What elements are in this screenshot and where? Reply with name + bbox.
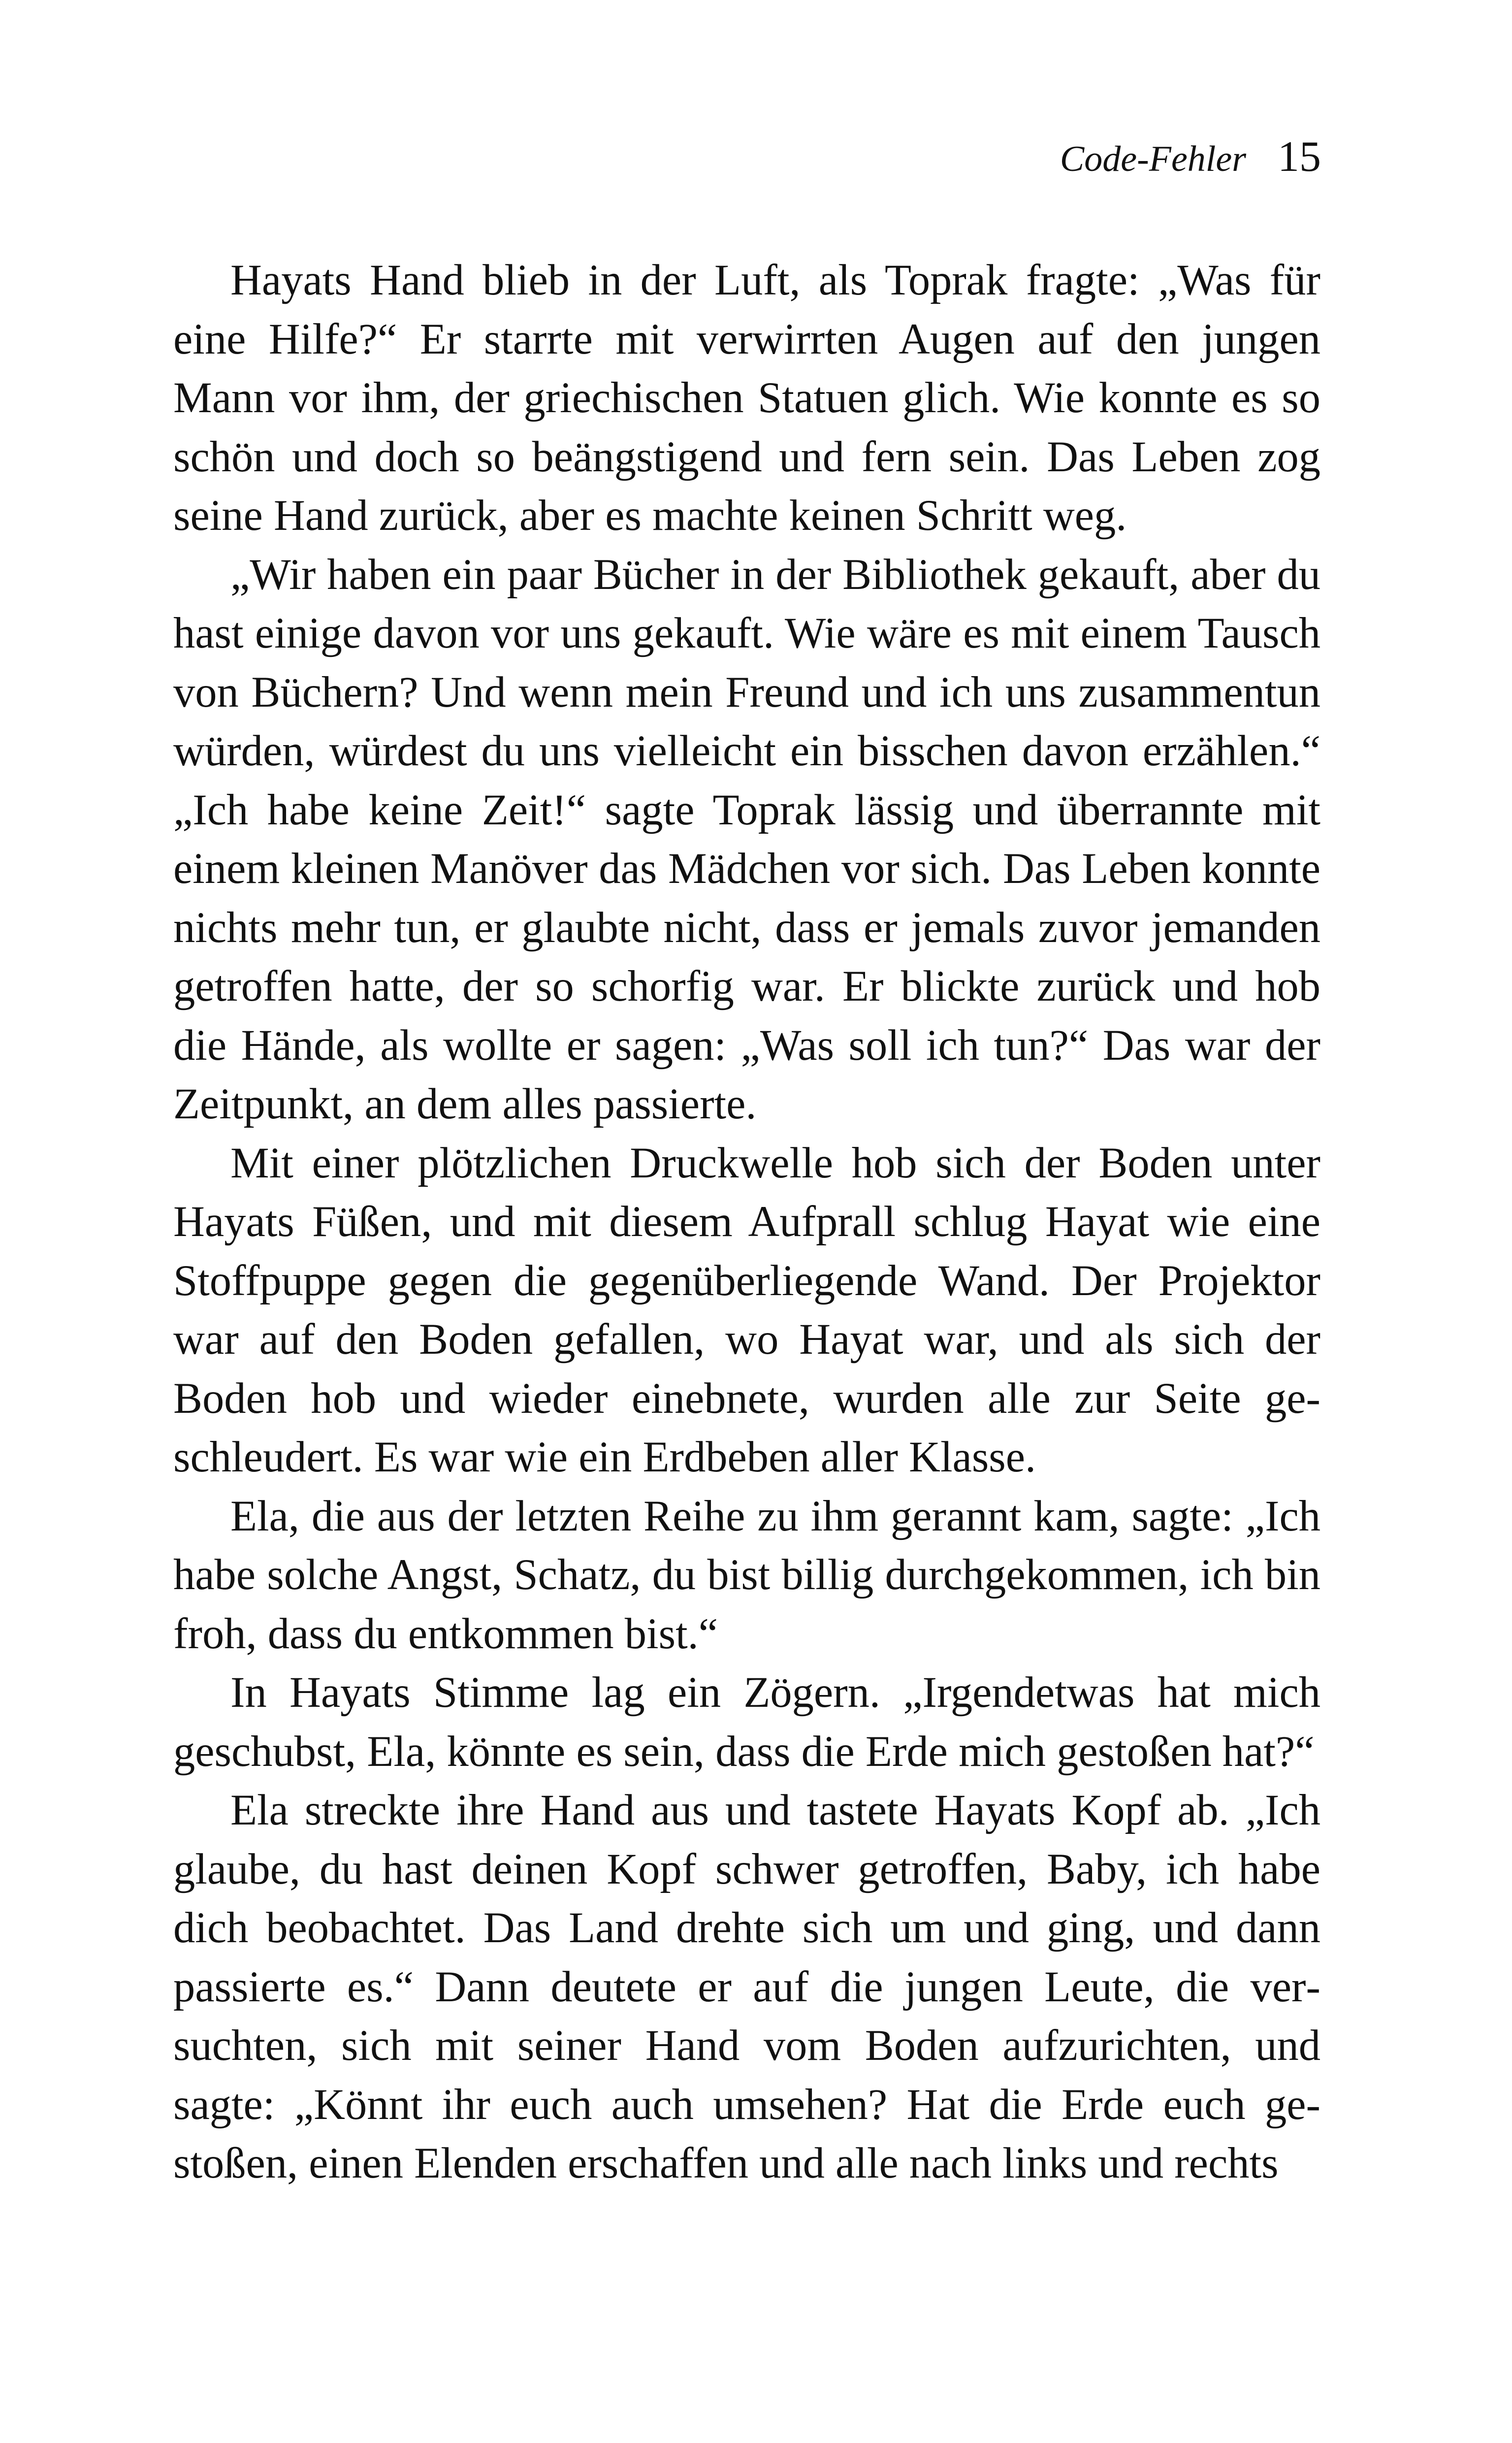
running-title: Code-Fehler: [1060, 139, 1246, 179]
page-number: 15: [1278, 133, 1321, 181]
paragraph: Mit einer plötzlichen Druckwelle hob sich der Boden unter Hayats Füßen, und mit diesem Aufprall schlug Hayat wie eine Stoffpuppe gegen die gegenüberliegende Wand. Der Projektor war auf den Boden gefallen, wo Hayat war, und als sich der Boden hob und wieder einebnete, wurden alle zur Seite geschleudert. Es war wie ein Erdbeben aller Klasse.: [173, 1139, 1320, 1481]
body-text: [173, 251, 1320, 2193]
paragraph: Hayats Hand blieb in der Luft, als Toprak fragte: „Was für eine Hilfe?“ Er starrte mit verwirrten Augen auf den jungen Mann vor ihm, der griechischen Statuen glich. Wie konnte es so schön und doch so beängstigend und fern sein. Das Leben zog seine Hand zurück, aber es machte keinen Schritt weg.: [173, 256, 1320, 540]
paragraph: Ela, die aus der letzten Reihe zu ihm gerannt kam, sagte: „Ich habe solche Angst, Schatz, du bist billig durchgekommen, ich bin froh, dass du entkommen bist.“: [173, 1492, 1320, 1658]
running-header: [1060, 132, 1321, 191]
paragraph: In Hayats Stimme lag ein Zögern. „Irgendetwas hat mich geschubst, Ela, könnte es sein, dass die Erde mich gestoßen hat?“: [173, 1668, 1320, 1776]
paragraph: „Wir haben ein paar Bücher in der Bibliothek gekauft, aber du hast einige davon vor uns gekauft. Wie wäre es mit einem Tausch von Büchern? Und wenn mein Freund und ich uns zusammentun würden, würdest du uns vielleicht ein bisschen davon erzählen.“ „Ich habe keine Zeit!“ sagte Toprak lässig und überrannte mit einem kleinen Manöver das Mädchen vor sich. Das Leben konnte nichts mehr tun, er glaubte nicht, dass er jemals zuvor jemanden getroffen hatte, der so schorfig war. Er blickte zurück und hob die Hände, als wollte er sagen: „Was soll ich tun?“ Das war der Zeitpunkt, an dem alles passierte.: [173, 550, 1320, 1128]
paragraph: Ela streckte ihre Hand aus und tastete Hayats Kopf ab. „Ich glaube, du hast deinen Kopf schwer getroffen, Baby, ich habe dich beobachtet. Das Land drehte sich um und ging, und dann passierte es.“ Dann deutete er auf die jungen Leute, die versuchten, sich mit seiner Hand vom Boden aufzurichten, und sagte: „Könnt ihr euch auch umsehen? Hat die Erde euch gestoßen, einen Elenden erschaffen und alle nach links und rechts: [173, 1786, 1320, 2187]
